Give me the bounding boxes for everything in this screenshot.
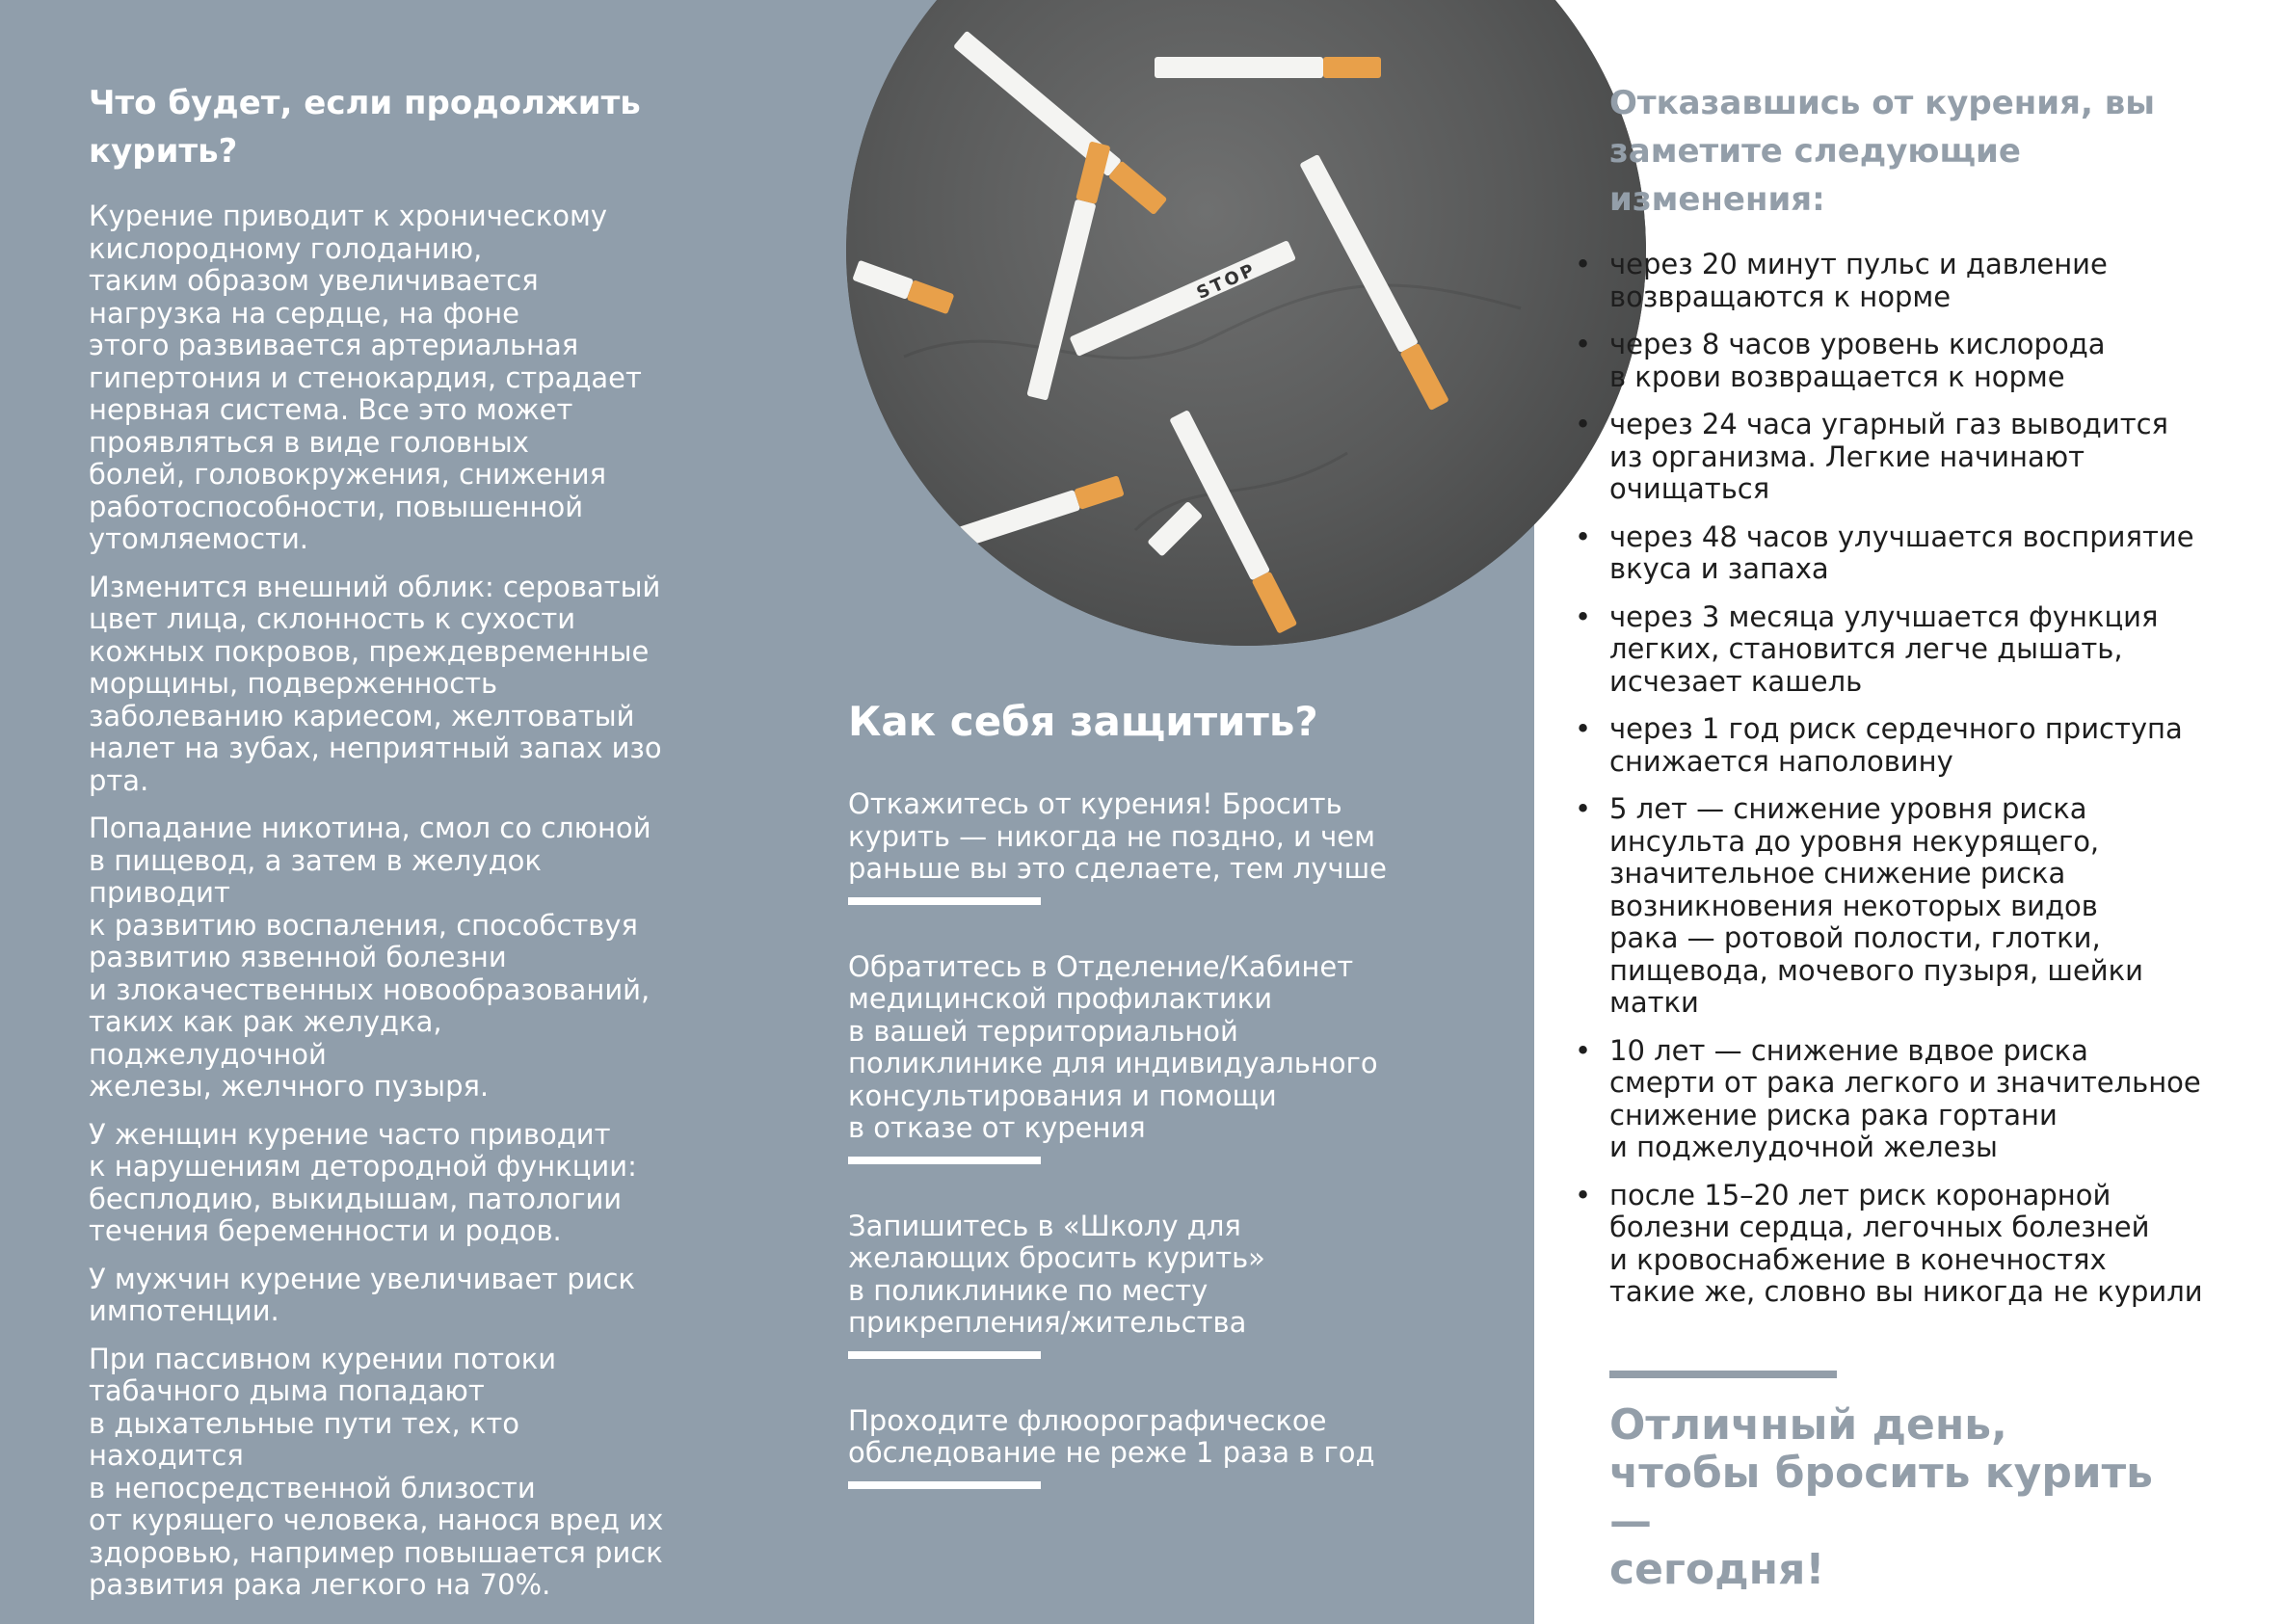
left-title: Что будет, если продолжить курить?: [89, 84, 641, 171]
list-item: [1575, 408, 2207, 506]
tip-divider: [848, 1481, 1041, 1489]
left-paragraph: При пассивном курении потоки табачного дыма попадают в дыхательные пути тех, кто находится в непосредственной близости от курящего человека, нанося вред их здоровью, например повышается риск развития рака легкого на 70%.: [89, 1342, 664, 1601]
list-item: [1575, 519, 2207, 586]
cigarettes-photo: [846, 0, 1646, 646]
slogan-divider: [1609, 1371, 1837, 1378]
tip-item: [848, 951, 1388, 1164]
middle-title: Как себя защитить?: [848, 698, 1318, 745]
bullet-icon: •: [1575, 599, 1592, 633]
bullet-icon: •: [1575, 1178, 1592, 1211]
list-item-text: через 20 минут пульс и давление возвращаются к норме: [1609, 248, 2108, 313]
bullet-icon: •: [1575, 519, 1592, 553]
list-item: [1575, 712, 2207, 778]
list-item: [1575, 328, 2207, 393]
right-column: [1575, 79, 2207, 1594]
tip-item: [848, 788, 1388, 905]
middle-column: [848, 694, 1388, 1535]
cigarettes-illustration: [846, 0, 1646, 646]
left-paragraph: Курение приводит к хроническому кислородному голоданию, таким образом увеличивается нагрузка на сердце, на фоне этого развивается артериальная гипертония и стенокардия, страдает нервная система. Все это может проявляться в виде головных болей, головокружения, снижения работоспособности, повышенной утомляемости.: [89, 200, 642, 555]
list-item-text: 5 лет — снижение уровня риска инсульта до уровня некурящего, значительное снижение риска возникновения некоторых видов рака — ротовой полости, глотки, пищевода, мочевого пузыря, шейки матки: [1609, 792, 2144, 1019]
list-item-text: после 15–20 лет риск коронарной болезни сердца, легочных болезней и кровоснабжение в конечностях такие же, словно вы никогда не курили: [1609, 1178, 2203, 1308]
tip-text: Запишитесь в «Школу для желающих бросить курить» в поликлинике по месту прикрепления/жительства: [848, 1209, 1265, 1339]
left-paragraph: Попадание никотина, смол со слюной в пищевод, а затем в желудок приводит к развитию воспаления, способствуя развитию язвенной болезни и злокачественных новообразований, таких как рак желудка, поджелудочной железы, желчного пузыря.: [89, 812, 651, 1103]
stop-label: STOP: [1193, 259, 1261, 304]
tip-item: [848, 1211, 1388, 1359]
list-item: [1575, 792, 2207, 1020]
tip-divider: [848, 897, 1041, 905]
left-paragraph: У мужчин курение увеличивает риск импотенции.: [89, 1262, 636, 1327]
left-paragraph: У женщин курение часто приводит к нарушениям детородной функции: бесплодию, выкидышам, патологии течения беременности и родов.: [89, 1117, 637, 1247]
list-item-text: через 24 часа угарный газ выводится из организма. Легкие начинают очищаться: [1609, 408, 2168, 505]
tip-divider: [848, 1157, 1041, 1164]
benefits-list: [1575, 248, 2207, 1309]
list-item: [1575, 599, 2207, 699]
tip-divider: [848, 1351, 1041, 1359]
list-item: [1575, 1033, 2207, 1164]
tip-text: Откажитесь от курения! Бросить курить — никогда не поздно, и чем раньше вы это сделаете, тем лучше: [848, 787, 1388, 885]
list-item-text: через 48 часов улучшается восприятие вкуса и запаха: [1609, 519, 2194, 585]
bullet-icon: •: [1575, 408, 1592, 440]
list-item-text: через 8 часов уровень кислорода в крови возвращается к норме: [1609, 328, 2106, 393]
bullet-icon: •: [1575, 712, 1592, 745]
left-paragraph: Изменится внешний облик: сероватый цвет лица, склонность к сухости кожных покровов, преждевременные морщины, подверженность заболеванию кариесом, желтоватый налет на зубах, неприятный запах изо рта.: [89, 570, 662, 797]
list-item-text: через 3 месяца улучшается функция легких, становится легче дышать, исчезает кашель: [1609, 599, 2159, 698]
bullet-icon: •: [1575, 792, 1592, 825]
cigarette-2: [1155, 57, 1381, 78]
right-title: Отказавшись от курения, вы заметите следующие изменения:: [1609, 84, 2155, 219]
tip-item: [848, 1405, 1388, 1489]
slogan: Отличный день, чтобы бросить курить — сегодня!: [1609, 1399, 2153, 1594]
list-item-text: через 1 год риск сердечного приступа снижается наполовину: [1609, 712, 2183, 778]
tip-text: Проходите флюорографическое обследование не реже 1 раза в год: [848, 1403, 1375, 1469]
list-item: [1575, 248, 2207, 313]
bullet-icon: •: [1575, 1033, 1592, 1067]
bullet-icon: •: [1575, 248, 1592, 280]
list-item-text: 10 лет — снижение вдвое риска смерти от рака легкого и значительное снижение риска рака гортани и поджелудочной железы: [1609, 1033, 2201, 1163]
left-column: [89, 79, 667, 1617]
bullet-icon: •: [1575, 328, 1592, 360]
tip-text: Обратитесь в Отделение/Кабинет медицинской профилактики в вашей территориальной поликлинике для индивидуального консультирования и помощи в отказе от курения: [848, 949, 1378, 1144]
list-item: [1575, 1178, 2207, 1309]
